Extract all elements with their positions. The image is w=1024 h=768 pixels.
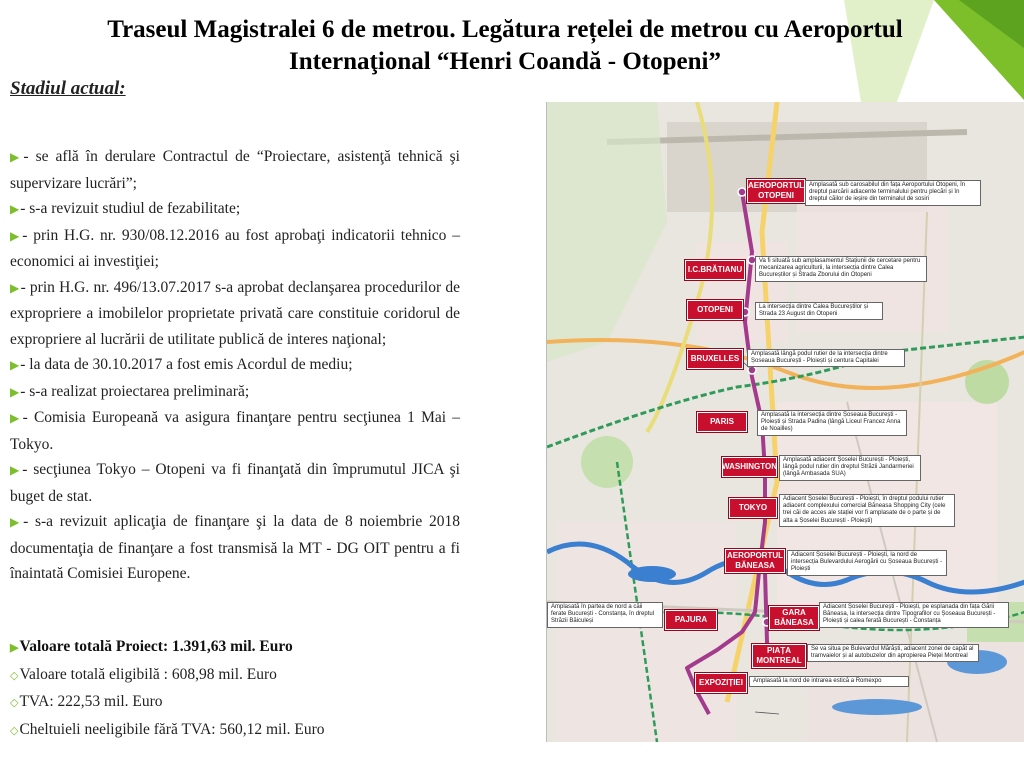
- station-note-paris: Amplasată la intersecția dintre Șoseaua București - Ploiești și Strada Padina (lângă Liceul Francez Anna de Noailles): [757, 410, 907, 436]
- triangle-bullet-icon: ▶: [10, 463, 22, 477]
- section-subtitle: Stadiul actual:: [10, 78, 126, 99]
- station-tag-piata-montreal: PIAȚA MONTREAL: [752, 644, 806, 668]
- triangle-bullet-icon: ▶: [10, 228, 22, 243]
- triangle-bullet-icon: ▶: [10, 642, 19, 654]
- triangle-bullet-icon: ▶: [10, 150, 23, 164]
- triangle-bullet-icon: ▶: [10, 384, 20, 399]
- station-note-aeroportul-baneasa: Adiacent Șoselei București - Ploiești, la nord de intersecția Bulevardului Aerogării cu Șoseaua București - Ploiești: [787, 550, 947, 576]
- bullet-item: ▶- s-a revizuit studiul de fezabilitate;: [10, 200, 241, 217]
- metro-route-map: [546, 102, 1024, 742]
- station-tag-aeroportul-baneasa: AEROPORTUL BĂNEASA: [725, 549, 785, 573]
- station-note-piata-montreal: Se va situa pe Bulevardul Mărăști, adiacent zonei de capăt al tramvaielor și al autobuzelor din apropierea Pieței Montreal: [807, 644, 979, 662]
- triangle-bullet-icon: ▶: [10, 202, 20, 216]
- bullet-item: ▶- la data de 30.10.2017 a fost emis Acordul de mediu;: [10, 356, 353, 373]
- total-eligible-value: ◇Valoare totală eligibilă : 608,98 mil. Euro: [10, 665, 277, 683]
- triangle-bullet-icon: ▶: [10, 515, 23, 529]
- title-line-2: Internaţional “Henri Coandă - Otopeni”: [289, 48, 721, 75]
- budget-totals-list: [10, 634, 460, 744]
- station-note-expozitiei: Amplasată la nord de intrarea estică a Romexpo: [749, 676, 909, 687]
- diamond-bullet-icon: ◇: [10, 697, 19, 709]
- station-note-gara-baneasa: Adiacent Șoselei București - Ploiești, pe esplanada din fața Gării Băneasa, la intersecția dintre Tipografilor cu Șoseaua București - Ploiești și calea ferată București - Constanța: [819, 602, 1009, 628]
- station-tag-expozitiei: EXPOZIȚIEI: [695, 673, 747, 693]
- diamond-bullet-icon: ◇: [10, 724, 19, 737]
- triangle-bullet-icon: ▶: [10, 358, 20, 372]
- diamond-bullet-icon: ◇: [10, 669, 19, 682]
- bullet-item: ▶- se află în derulare Contractul de “Proiectare, asistenţă tehnică şi supervizare lucrări”;: [10, 148, 460, 192]
- station-tag-washington: WASHINGTON: [722, 457, 777, 477]
- bullet-item: ▶- prin H.G. nr. 496/13.07.2017 s-a aprobat declanşarea procedurilor de expropriere a imobilelor proprietate privată care constituie coridorul de expropriere al lucrării de utilitate publică de interes naţional;: [10, 278, 460, 348]
- station-note-bruxelles: Amplasată lângă podul rutier de la intersecția dintre Șoseaua București - Ploiești și centura Capitalei: [747, 349, 905, 367]
- total-project-value: ▶Valoare totală Proiect: 1.391,63 mil. Euro: [10, 638, 293, 655]
- station-tag-pajura: PAJURA: [665, 610, 717, 630]
- station-note-ic-bratianu: Va fi situată sub amplasamentul Stațiunii de cercetare pentru mecanizarea agriculturii, la intersecția dintre Calea Bucureștilor și Strada Zborului din Otopeni: [755, 256, 927, 282]
- bullet-item: ▶- Comisia Europeană va asigura finanţare pentru secţiunea 1 Mai – Tokyo.: [10, 409, 461, 453]
- station-note-washington: Amplasată adiacent Șoselei București - Ploiești, lângă podul rutier din dreptul Străzii Jandarmeriei (lângă Ambasada SUA): [779, 455, 921, 481]
- triangle-bullet-icon: ▶: [10, 411, 22, 425]
- title-line-1: Traseul Magistralei 6 de metrou. Legătura rețelei de metrou cu Aeroportul: [107, 16, 903, 43]
- bullet-item: ▶- s-a realizat proiectarea preliminară;: [10, 382, 250, 400]
- status-bullet-list: [10, 144, 460, 587]
- station-tag-ic-bratianu: I.C.BRĂTIANU: [685, 260, 745, 280]
- station-tag-gara-baneasa: GARA BĂNEASA: [769, 606, 819, 630]
- station-tag-aeroportul-otopeni: AEROPORTUL OTOPENI: [747, 179, 805, 203]
- station-note-otopeni: La intersecția dintre Calea Bucureștilor și Strada 23 August din Otopeni: [755, 302, 883, 320]
- bullet-item: ▶- s-a revizuit aplicaţia de finanţare şi la data de 8 noiembrie 2018 documentaţia de finanţare a fost transmisă la MT - DG OIT pentru a fi înaintată Comisiei Europene.: [10, 513, 460, 582]
- non-eligible-costs-value: ◇Cheltuieli neeligibile fără TVA: 560,12 mil. Euro: [10, 720, 325, 738]
- station-tag-bruxelles: BRUXELLES: [687, 349, 743, 369]
- station-tag-otopeni: OTOPENI: [687, 300, 743, 320]
- station-tag-paris: PARIS: [697, 412, 747, 432]
- station-tag-tokyo: TOKYO: [729, 498, 777, 518]
- triangle-bullet-icon: ▶: [10, 280, 20, 295]
- vat-value: ◇TVA: 222,53 mil. Euro: [10, 693, 163, 710]
- station-note-pajura: Amplasată în partea de nord a căii ferate București - Constanța, în dreptul Străzii Băiculeși: [547, 602, 663, 628]
- station-note-tokyo: Adiacent Șoselei București - Ploiești, în dreptul podului rutier adiacent complexului comercial Băneasa Shopping City (cele trei căi de acces ale stației vor fi amplasate de o parte și de alta a Șoselei București - Ploiești): [779, 494, 955, 527]
- station-note-aeroportul-otopeni: Amplasată sub carosabilul din fața Aeroportului Otopeni, în dreptul parcării adiacente terminalului pentru plecări și în dreptul căilor de ieșire din terminalul de sosiri: [805, 180, 981, 206]
- page-title: [40, 14, 970, 78]
- bullet-item: ▶- secţiunea Tokyo – Otopeni va fi finanţată din împrumutul JICA şi buget de stat.: [10, 461, 460, 505]
- bullet-item: ▶- prin H.G. nr. 930/08.12.2016 au fost aprobaţi indicatorii tehnico – economici ai investiţiei;: [10, 226, 460, 270]
